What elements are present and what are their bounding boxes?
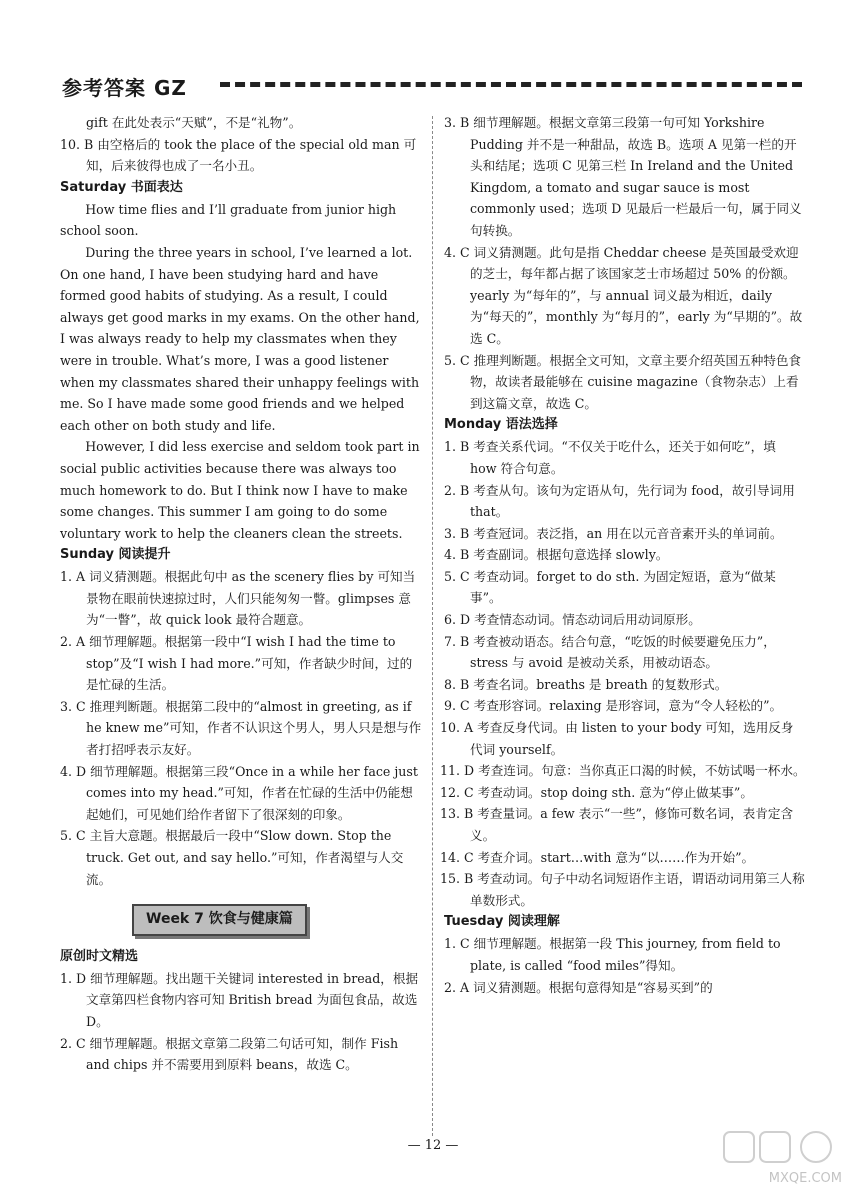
watermark-icon — [722, 1128, 852, 1168]
answer-item: 2. A 词义猜测题。根据句意得知是“容易买到”的 — [444, 979, 713, 995]
week-banner: Week 7 饮食与健康篇 — [132, 904, 307, 936]
answer-item: 12. C 考查动词。stop doing sth. 意为“停止做某事”。 — [440, 784, 753, 800]
answer-item: 1. A 词义猜测题。根据此句中 as the scenery flies by 可知当景物在眼前快速掠过时，人们只能匆匆一瞥。glimpses 意为“一瞥”，故 quick look 最符合题意。 — [60, 569, 416, 628]
header-dash-rule — [220, 82, 802, 93]
essay-paragraph: During the three years in school, I’ve learned a lot. On one hand, I have been studying hard and have formed good habits of studying. As a result, I could always get good marks in my exams. On the other hand, I was always ready to help my classmates when they were in trouble. What’s more, I was a good listener when my classmates shared their unhappy feelings with me. So I have made some good friends and we helped each other on both study and life. — [60, 244, 420, 433]
essay-paragraph: How time flies and I’ll graduate from junior high school soon. — [60, 201, 397, 239]
essay-paragraph: However, I did less exercise and seldom took part in social public activities because there was always too much homework to do. But I think now I have to make some changes. This summer I am going to do some voluntary work to help the cleaners clean the streets. — [60, 439, 420, 541]
answer-item: 8. B 考查名词。breaths 是 breath 的复数形式。 — [444, 676, 728, 692]
answer-item: 6. D 考查情态动词。情态动词后用动词原形。 — [444, 612, 701, 628]
watermark-text: MXQE.COM — [768, 1171, 842, 1186]
answer-item: 5. C 主旨大意题。根据最后一段中“Slow down. Stop the truck. Get out, and say hello.”可知，作者渴望与人交流。 — [60, 828, 404, 887]
intro-line: gift 在此处表示“天赋”，不是“礼物”。 — [86, 115, 302, 130]
section-heading-original: 原创时文精选 — [60, 948, 139, 964]
answer-item: 2. B 考查从句。该句为定语从句，先行词为 food，故引导词用 that。 — [444, 482, 795, 520]
answer-item: 5. C 推理判断题。根据全文可知，文章主要介绍英国五种特色食物，故读者最能够在 cuisine magazine（食物杂志）上看到这篇文章，故选 C。 — [444, 352, 802, 411]
page-number: — 12 — — [407, 1138, 459, 1153]
answer-item: 4. D 细节理解题。根据第三段“Once in a while her face just comes into my head.”可知，作者在忙碌的生活中仍能想起她们，可见她们给作者留下了很深刻的印象。 — [60, 763, 418, 822]
answer-item: 3. B 考查冠词。表泛指，an 用在以元音音素开头的单词前。 — [444, 525, 783, 541]
left-column — [60, 112, 422, 1076]
section-heading-tuesday: Tuesday 阅读理解 — [444, 914, 560, 930]
answer-item: 15. B 考查动词。句子中动名词短语作主语，谓语动词用第三人称单数形式。 — [440, 871, 805, 908]
answer-item: 3. B 细节理解题。根据文章第三段第一句可知 Yorkshire Pudding 并不是一种甜品，故选 B。选项 A 见第一栏的开头和结尾；选项 C 见第三栏 In Ireland and the United Kingdom, a tomato and sugar sauce is most commonly used；选项 D 见最后一栏最后一句，属于同义句转换。 — [444, 115, 802, 238]
answer-item: 2. C 细节理解题。根据文章第二段第二句话可知，制作 Fish and chips 并不需要用到原料 beans，故选 C。 — [60, 1035, 399, 1073]
answer-item: 14. C 考查介词。start…with 意为“以……作为开始”。 — [440, 849, 755, 865]
answer-item: 5. C 考查动词。forget to do sth. 为固定短语，意为“做某事”。 — [444, 568, 776, 606]
answer-item: 2. A 细节理解题。根据第一段中“I wish I had the time to stop”及“I wish I had more.”可知，作者缺少时间，过的是忙碌的生活。 — [60, 634, 413, 693]
answer-item: 13. B 考查量词。a few 表示“一些”，修饰可数名词，表肯定含义。 — [440, 806, 794, 843]
column-divider — [432, 116, 433, 1136]
answer-item: 1. D 细节理解题。找出题干关键词 interested in bread，根据文章第四栏食物内容可知 British bread 为面包食品，故选 D。 — [60, 970, 419, 1029]
answer-item: 3. C 推理判断题。根据第二段中的“almost in greeting, as if he knew me”可知，作者不认识这个男人，男人只是想与作者打招呼表示友好。 — [60, 698, 422, 758]
watermark-logo — [722, 1128, 852, 1186]
section-heading-saturday: Saturday 书面表达 — [60, 179, 183, 195]
answer-item: 7. B 考查被动语态。结合句意，“吃饭的时候要避免压力”，stress 与 avoid 是被动关系，用被动语态。 — [444, 633, 776, 671]
answer-item: 10. B 由空格后的 took the place of the special old man 可知，后来彼得也成了一名小丑。 — [60, 136, 417, 174]
answer-item: 9. C 考查形容词。relaxing 是形容词，意为“令人轻松的”。 — [444, 698, 783, 714]
answer-item: 10. A 考查反身代词。由 listen to your body 可知，选用反身代词 yourself。 — [440, 720, 794, 757]
right-column — [440, 112, 806, 998]
answer-item: 4. C 词义猜测题。此句是指 Cheddar cheese 是英国最受欢迎的芝士，每年都占据了该国家芝士市场超过 50% 的份额。yearly 为“每年的”，与 annual 词义最为相近，daily 为“每天的”，monthly 为“每月的”，early 为“早期的”。故选 C。 — [444, 244, 803, 346]
answer-item: 1. B 考查关系代词。“不仅关于吃什么，还关于如何吃”，填 how 符合句意。 — [444, 439, 776, 476]
page-header — [62, 72, 802, 104]
answer-item: 1. C 细节理解题。根据第一段 This journey, from field to plate, is called “food miles”得知。 — [444, 936, 781, 973]
section-heading-sunday: Sunday 阅读提升 — [60, 547, 171, 563]
section-heading-monday: Monday 语法选择 — [444, 417, 558, 433]
answer-item: 11. D 考查连词。句意：当你真正口渴的时候，不妨试喝一杯水。 — [440, 763, 806, 779]
answer-item: 4. B 考查副词。根据句意选择 slowly。 — [444, 547, 669, 563]
header-title: 参考答案 GZ — [62, 76, 187, 100]
